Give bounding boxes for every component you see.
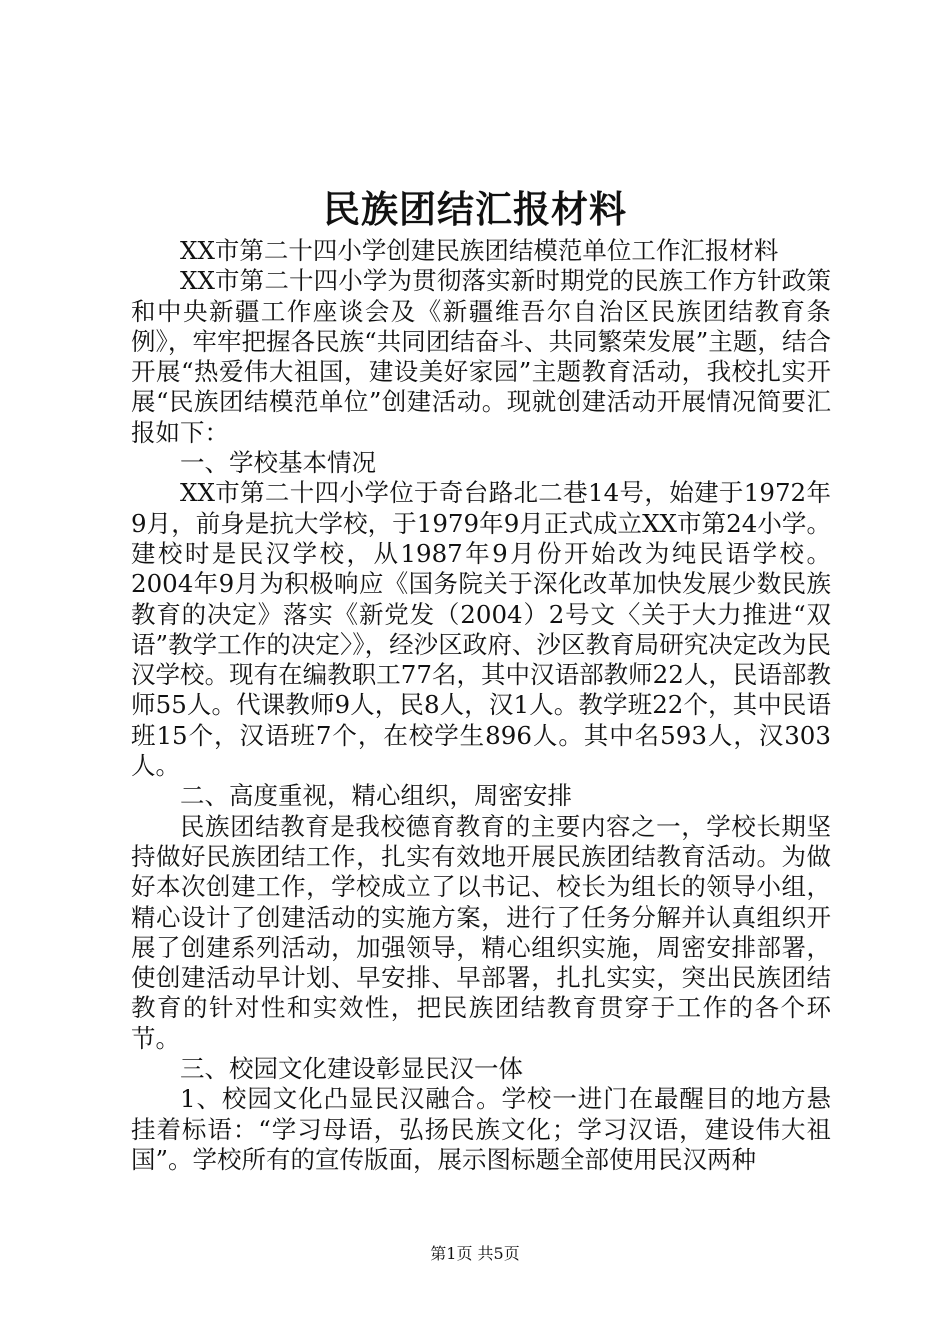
section-heading-3: 三、校园文化建设彰显民汉一体 (180, 1054, 523, 1084)
document-body (131, 236, 831, 1175)
section-2-paragraph: 民族团结教育是我校德育教育的主要内容之一，学校长期坚持做好民族团结工作，扎实有效地开展民族团结教育活动。为做好本次创建工作，学校成立了以书记、校长为组长的领导小组，精心设计了创建活动的实施方案，进行了任务分解并认真组织开展了创建系列活动，加强领导，精心组织实施，周密安排部署，使创建活动早计划、早安排、早部署，扎扎实实，突出民族团结教育的针对性和实效性，把民族团结教育贯穿于工作的各个环节。 (131, 811, 831, 1053)
section-heading-2: 二、高度重视，精心组织，周密安排 (180, 781, 572, 811)
subtitle-paragraph: XX市第二十四小学创建民族团结模范单位工作汇报材料 (180, 236, 779, 265)
section-heading-1: 一、学校基本情况 (180, 448, 376, 478)
page-footer: 第1页 共5页 (430, 1244, 520, 1263)
document-title: 民族团结汇报材料 (323, 187, 627, 231)
section-1-paragraph: XX市第二十四小学位于奇台路北二巷14号，始建于1972年9月，前身是抗大学校，于1979年9月正式成立XX市第24小学。建校时是民汉学校，从1987年9月份开始改为纯民语学校。2004年9月为积极响应《国务院关于深化改革加快发展少数民族教育的决定》落实《新党发（2004）2号文〈关于大力推进“双语”教学工作的决定〉》，经沙区政府、沙区教育局研究决定改为民汉学校。现有在编教职工77名，其中汉语部教师22人，民语部教师55人。代课教师9人，民8人，汉1人。教学班22个，其中民语班15个，汉语班7个，在校学生896人。其中名593人，汉303人。 (131, 478, 831, 781)
section-3-paragraph: 1、校园文化凸显民汉融合。学校一进门在最醒目的地方悬挂着标语：“学习母语，弘扬民族文化；学习汉语，建设伟大祖国”。学校所有的宣传版面，展示图标题全部使用民汉两种 (131, 1084, 831, 1174)
intro-paragraph: XX市第二十四小学为贯彻落实新时期党的民族工作方针政策和中央新疆工作座谈会及《新疆维吾尔自治区民族团结教育条例》，牢牢把握各民族“共同团结奋斗、共同繁荣发展”主题，结合开展“热爱伟大祖国，建设美好家园”主题教育活动，我校扎实开展“民族团结模范单位”创建活动。现就创建活动开展情况简要汇报如下： (131, 266, 831, 447)
